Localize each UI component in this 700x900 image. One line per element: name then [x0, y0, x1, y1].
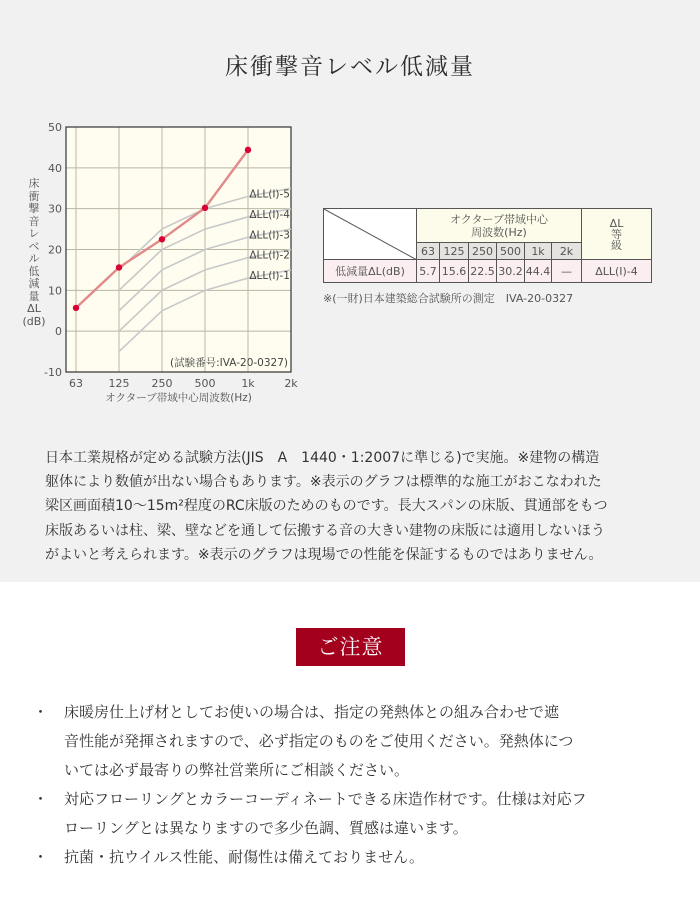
bullet-icon: ・ — [33, 848, 49, 866]
header-group-line2: 周波数(Hz) — [471, 225, 527, 239]
caution-item — [33, 843, 587, 872]
description-line: 梁区画面積10〜15m²程度のRC床版のためのものです。長大スパンの床版、貫通部をもつ — [45, 498, 608, 515]
ylabel-char: (dB) — [22, 314, 46, 328]
x-tick-label: 500 — [194, 377, 216, 390]
table-grade-header — [582, 209, 652, 260]
bullet-icon: ・ — [33, 790, 49, 808]
grade-header-char: 級 — [611, 238, 622, 252]
freq-header: 63 — [417, 243, 440, 260]
freq-header: 2k — [552, 243, 582, 260]
grade-header-char: ΔL — [609, 216, 624, 230]
value-cell: — — [552, 260, 582, 283]
grade-header-char: 等 — [611, 227, 622, 241]
caution-item — [33, 785, 587, 843]
header-group-line1: オクターブ帯域中心 — [449, 212, 548, 226]
y-tick-label: 50 — [48, 121, 62, 134]
caution-line: ローリングとは異なりますので多少色調、質感は違います。 — [64, 819, 468, 837]
reference-curve-label: ΔLL(I)-3 — [249, 229, 290, 242]
reduction-table — [323, 208, 652, 283]
x-tick-label: 63 — [69, 377, 83, 390]
table-note: ※(一財)日本建築総合試験所の測定 IVA-20-0327 — [323, 292, 574, 305]
ylabel-char: 撃 — [28, 202, 40, 215]
y-tick-label: -10 — [44, 366, 62, 379]
diagonal-line-icon — [324, 209, 417, 260]
reference-curve-label: ΔLL(I)-1 — [249, 270, 290, 283]
reference-curve-label: ΔLL(I)-2 — [249, 249, 290, 262]
x-tick-label: 2k — [284, 377, 298, 390]
ylabel-char: 音 — [28, 214, 40, 228]
reduction-chart — [0, 110, 320, 410]
description-line: 床版あるいは柱、梁、壁などを通して伝搬する音の大きい建物の床版には適用しないほう — [45, 522, 605, 539]
caution-badge: ご注意 — [296, 628, 405, 666]
value-cell: 30.2 — [497, 260, 525, 283]
ylabel-char: ベ — [28, 239, 40, 253]
freq-header: 1k — [525, 243, 552, 260]
caution-line: 音性能が発揮されますので、必ず指定のものをご使用ください。発熱体につ — [64, 732, 574, 750]
data-point — [245, 147, 251, 153]
caution-line: 抗菌・抗ウイルス性能、耐傷性は備えておりません。 — [64, 848, 425, 866]
x-tick-label: 125 — [108, 377, 130, 390]
reference-curve-label: ΔLL(I)-5 — [249, 188, 290, 201]
y-tick-label: 0 — [55, 325, 62, 339]
freq-header: 125 — [440, 243, 469, 260]
caution-line: 対応フローリングとカラーコーディネートできる床造作材です。仕様は対応フ — [64, 790, 587, 808]
ylabel-char: 床 — [28, 177, 40, 190]
data-point — [159, 236, 165, 242]
test-number-annotation: (試験番号:IVA-20-0327) — [170, 357, 288, 369]
data-point — [202, 205, 208, 211]
grade-cell: ΔLL(I)-4 — [582, 260, 652, 283]
ylabel-char: 量 — [28, 289, 40, 303]
caution-line: いては必ず最寄りの弊社営業所にご相談ください。 — [64, 761, 410, 779]
freq-header: 500 — [497, 243, 525, 260]
description-line: 躯体により数値が出ない場合もあります。※表示のグラフは標準的な施工がおこなわれた — [45, 474, 602, 491]
freq-header: 250 — [469, 243, 497, 260]
description-text — [45, 446, 665, 567]
ylabel-char: ΔL — [27, 302, 41, 315]
reference-curve-label: ΔLL(I)-4 — [249, 208, 290, 221]
description-line: がよいと考えられます。※表示のグラフは現場での性能を保証するものではありません。 — [45, 546, 603, 563]
y-tick-label: 40 — [48, 161, 62, 175]
table-frequency-group-header — [417, 209, 582, 243]
ylabel-char: ル — [28, 252, 40, 265]
page-title: 床衝撃音レベル低減量 — [225, 54, 475, 80]
caution-line: 床暖房仕上げ材としてお使いの場合は、指定の発熱体との組み合わせで遮 — [64, 703, 560, 721]
y-tick-label: 10 — [48, 284, 62, 298]
ylabel-char: 衝 — [28, 189, 40, 203]
ylabel-char: レ — [28, 227, 40, 240]
bullet-icon: ・ — [33, 703, 49, 721]
table-corner-cell — [324, 209, 417, 260]
data-point — [116, 264, 122, 270]
value-cell: 22.5 — [469, 260, 497, 283]
x-tick-label: 1k — [241, 377, 255, 390]
x-tick-label: 250 — [151, 377, 173, 390]
value-cell: 44.4 — [525, 260, 552, 283]
row-label: 低減量ΔL(dB) — [324, 260, 417, 283]
y-tick-label: 30 — [48, 202, 62, 216]
x-axis-label: オクターブ帯域中心周波数(Hz) — [105, 392, 252, 404]
ylabel-char: 減 — [28, 277, 40, 290]
value-cell: 15.6 — [440, 260, 469, 283]
caution-list — [33, 698, 587, 872]
description-line: 日本工業規格が定める試験方法(JIS A 1440・1:2007に準じる)で実施。※建物の構造 — [45, 450, 600, 466]
value-cell: 5.7 — [417, 260, 440, 283]
data-point — [73, 305, 79, 311]
y-tick-label: 20 — [48, 243, 62, 257]
caution-item — [33, 698, 587, 785]
ylabel-char: 低 — [28, 264, 40, 278]
